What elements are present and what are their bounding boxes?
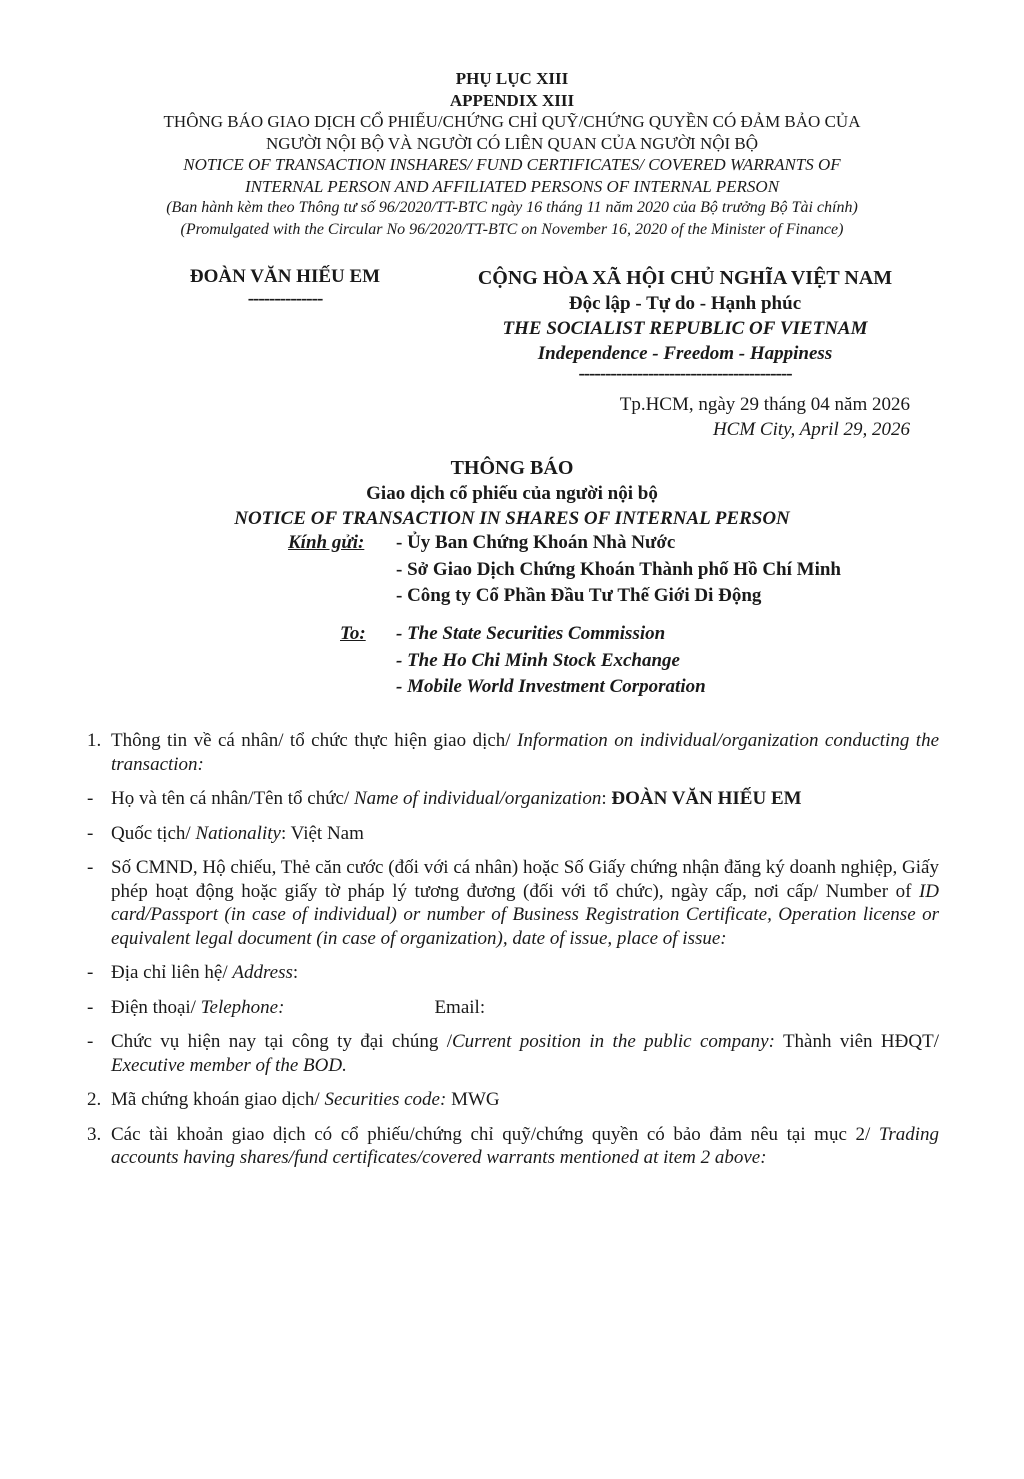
field-label-en: Nationality: [195, 822, 281, 844]
recipient-item: - Sở Giao Dịch Chứng Khoán Thành phố Hồ Chí Minh: [396, 558, 841, 580]
field-name: [87, 787, 939, 811]
promulgated-note-vn: (Ban hành kèm theo Thông tư số 96/2020/TT-BTC ngày 16 tháng 11 năm 2020 của Bộ trưởng Bộ Tài chính): [166, 199, 858, 216]
country-name-vn: CỘNG HÒA XÃ HỘI CHỦ NGHĨA VIỆT NAM: [477, 267, 893, 289]
section-number: 3.: [87, 1123, 102, 1145]
sender-block: [160, 266, 410, 310]
date-block: [540, 392, 910, 442]
notice-body: [87, 729, 939, 1181]
field-id-document: [87, 856, 939, 950]
field-value: ĐOÀN VĂN HIẾU EM: [611, 788, 802, 809]
recipient-row: [340, 674, 706, 701]
bullet: -: [87, 857, 94, 878]
section-3-text-vn: Các tài khoản giao dịch có cổ phiếu/chứng chỉ quỹ/chứng quyền có bảo đảm nêu tại mục 2/: [111, 1123, 871, 1145]
securities-code-value: MWG: [451, 1089, 500, 1110]
section-1-text-vn: Thông tin về cá nhân/ tổ chức thực hiện giao dịch/: [111, 730, 511, 751]
date-en: HCM City, April 29, 2026: [712, 419, 910, 440]
field-label-vn: Số CMND, Hộ chiếu, Thẻ căn cước (đối với cá nhân) hoặc Số Giấy chứng nhận đăng ký doanh nghiệp, Giấy phép hoạt động hoặc giấy tờ pháp lý tương đương (đối với tổ chức), ngày cấp, nơi cấp/ Number of: [111, 857, 939, 902]
recipient-item: - The State Securities Commission: [396, 623, 666, 644]
motto-en: Independence - Freedom - Happiness: [537, 343, 833, 364]
section-2-text-vn: Mã chứng khoán giao dịch/: [111, 1089, 320, 1110]
section-number: 1.: [87, 730, 102, 751]
date-vn: Tp.HCM, ngày 29 tháng 04 năm 2026: [619, 394, 910, 415]
field-value-en: Executive member of the BOD.: [111, 1054, 347, 1076]
recipient-row: [288, 583, 841, 610]
sender-name: ĐOÀN VĂN HIẾU EM: [189, 266, 381, 287]
section-number: 2.: [87, 1089, 102, 1110]
field-colon: :: [292, 962, 299, 983]
recipient-item: - Công ty Cổ Phần Đầu Tư Thế Giới Di Động: [396, 585, 762, 606]
recipient-row: [288, 530, 841, 557]
appendix-number-vn: PHỤ LỤC XIII: [455, 69, 569, 88]
section-2-text-en: Securities code:: [324, 1089, 447, 1110]
national-divider: ----------------------------------------: [578, 363, 792, 384]
recipient-item: - Ủy Ban Chứng Khoán Nhà Nước: [396, 532, 676, 553]
field-label-vn: Họ và tên cá nhân/Tên tổ chức/: [111, 788, 350, 809]
national-heading: [440, 266, 930, 382]
field-email-label: Email:: [434, 996, 486, 1018]
notice-subtitle-vn: Giao dịch cổ phiếu của người nội bộ: [366, 483, 658, 504]
field-value: Việt Nam: [290, 822, 364, 844]
recipient-item: - Mobile World Investment Corporation: [396, 676, 706, 697]
field-colon: :: [601, 788, 607, 809]
appendix-header: [0, 68, 1024, 240]
section-1-text-en: Information on individual/organization conducting the transaction:: [111, 730, 940, 775]
appendix-title-en-line1: NOTICE OF TRANSACTION INSHARES/ FUND CERTIFICATES/ COVERED WARRANTS OF: [183, 155, 841, 174]
field-label-en: Current position in the public company:: [451, 1031, 775, 1052]
field-label-en: Telephone:: [200, 996, 285, 1018]
bullet: -: [87, 1031, 94, 1052]
field-label-en: Address: [232, 962, 293, 983]
field-label-en: ID card/Passport (in case of individual) or number of Business Registration Certificate, Operation license or equivalent legal document (in case of organization), date of issue, place of issue:: [111, 880, 940, 949]
field-label-vn: Điện thoại/: [111, 996, 196, 1018]
appendix-number-en: APPENDIX XIII: [449, 90, 575, 110]
field-label-vn: Chức vụ hiện nay tại công ty đại chúng /: [111, 1031, 452, 1052]
field-colon: :: [280, 822, 287, 844]
recipient-row: [288, 557, 841, 584]
bullet: -: [87, 962, 94, 983]
bullet: -: [87, 822, 94, 844]
motto-vn: Độc lập - Tự do - Hạnh phúc: [568, 293, 802, 314]
section-3: [87, 1123, 939, 1170]
section-1: [87, 729, 939, 776]
bullet: -: [87, 788, 94, 809]
section-3-text-en: Trading accounts having shares/fund certificates/covered warrants mentioned at item 2 above:: [111, 1123, 940, 1168]
promulgated-note-en: (Promulgated with the Circular No 96/2020/TT-BTC on November 16, 2020 of the Minister of Finance): [180, 220, 844, 238]
recipient-item: - The Ho Chi Minh Stock Exchange: [396, 649, 680, 671]
to-label: To:: [340, 623, 366, 644]
field-address: [87, 961, 939, 985]
recipients-label: Kính gửi:: [288, 532, 365, 553]
recipients-en: [340, 621, 706, 701]
recipient-row: [340, 648, 706, 675]
notice-title: THÔNG BÁO: [450, 457, 574, 479]
section-2: [87, 1088, 939, 1112]
field-nationality: [87, 822, 939, 846]
sender-divider: --------------: [247, 288, 323, 309]
country-name-en: THE SOCIALIST REPUBLIC OF VIETNAM: [502, 318, 868, 339]
notice-title-block: [0, 456, 1024, 531]
field-label-vn: Địa chỉ liên hệ/: [111, 962, 228, 983]
appendix-title-en-line2: INTERNAL PERSON AND AFFILIATED PERSONS OF INTERNAL PERSON: [244, 176, 780, 196]
notice-subtitle-en: NOTICE OF TRANSACTION IN SHARES OF INTERNAL PERSON: [234, 508, 790, 529]
field-position: [87, 1030, 939, 1077]
field-label-en: Name of individual/organization: [353, 788, 602, 809]
field-label-vn: Quốc tịch/: [111, 822, 191, 844]
field-telephone: [87, 996, 939, 1020]
appendix-title-vn-line2: NGƯỜI NỘI BỘ VÀ NGƯỜI CÓ LIÊN QUAN CỦA NGƯỜI NỘI BỘ: [265, 133, 759, 153]
field-value: Thành viên HĐQT/: [782, 1031, 939, 1052]
recipients-vn: [288, 530, 841, 610]
bullet: -: [87, 996, 94, 1018]
appendix-title-vn-line1: THÔNG BÁO GIAO DỊCH CỔ PHIẾU/CHỨNG CHỈ QUỸ/CHỨNG QUYỀN CÓ ĐẢM BẢO CỦA: [163, 112, 861, 131]
recipient-row: [340, 621, 706, 648]
